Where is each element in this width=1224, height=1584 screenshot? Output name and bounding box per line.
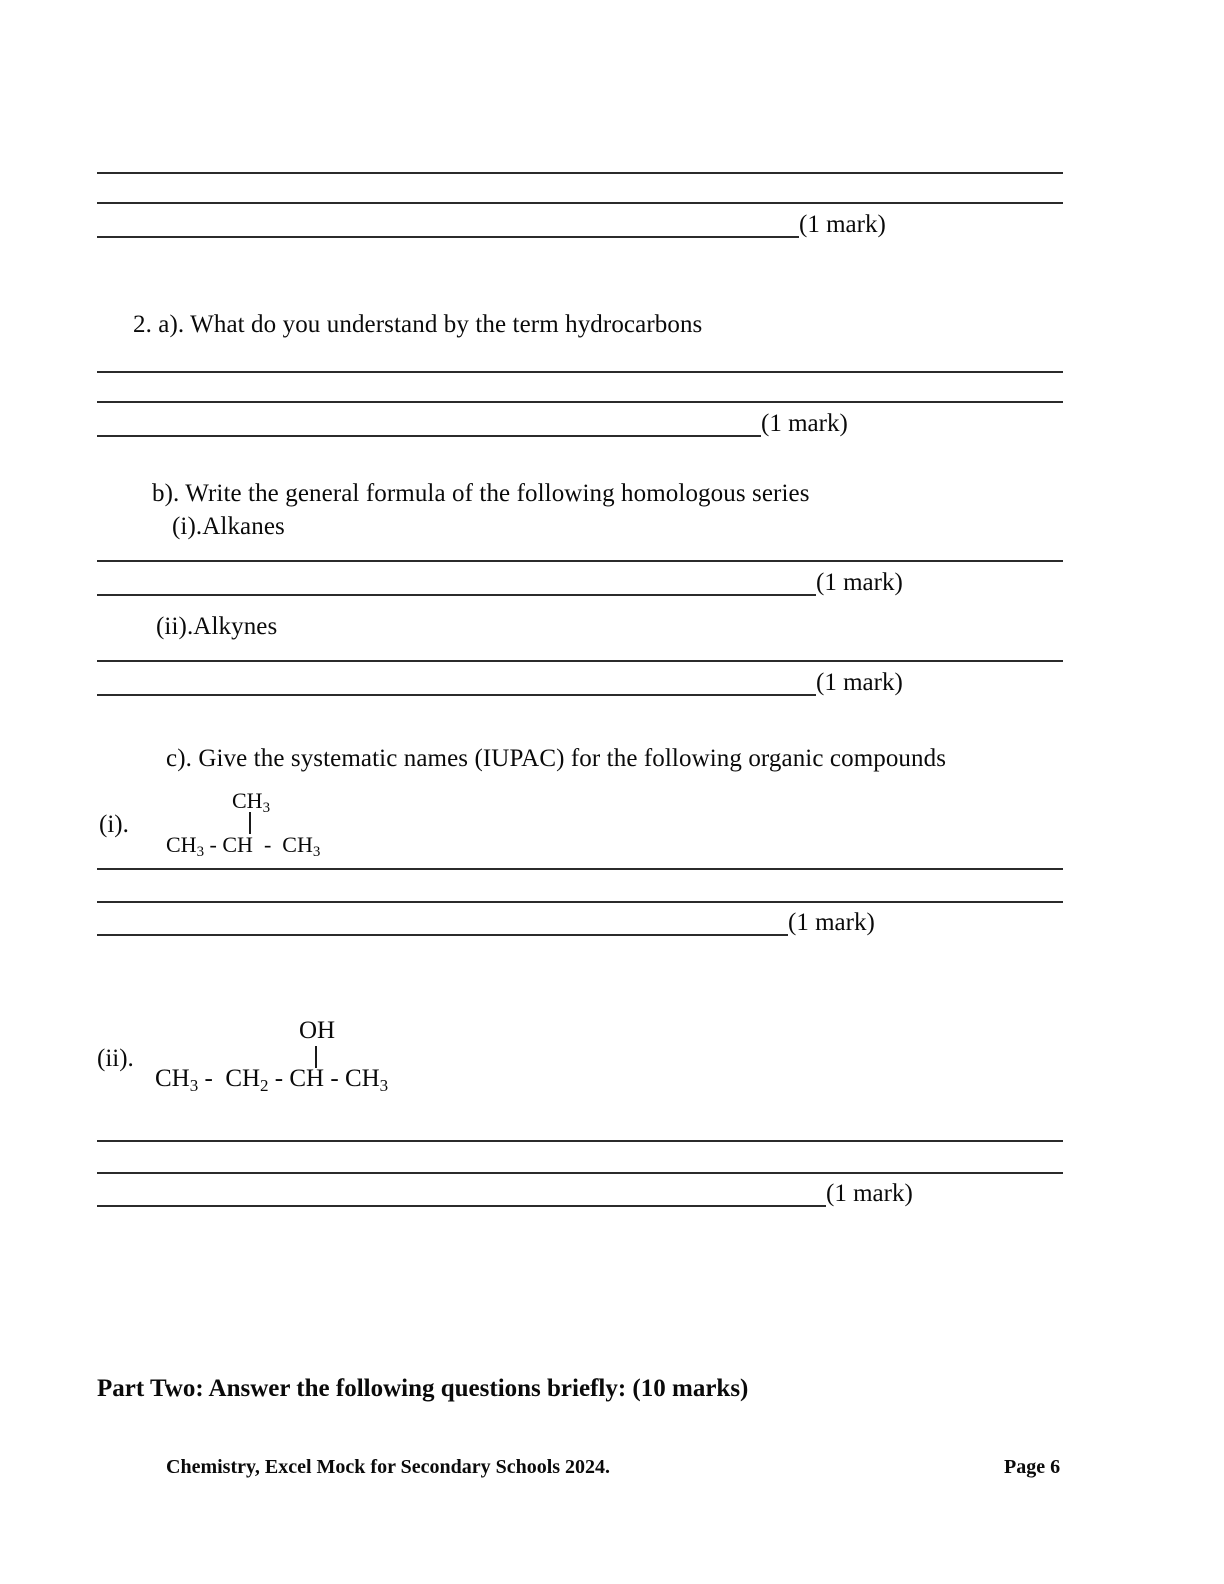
mark-label: (1 mark) bbox=[816, 569, 903, 596]
mark-label-group bbox=[788, 910, 875, 935]
chain-group-sub: 3 bbox=[379, 1075, 389, 1095]
mark-label: (1 mark) bbox=[788, 909, 875, 936]
chain-bond: - bbox=[330, 1065, 339, 1092]
compound-i-branch-sub: 3 bbox=[262, 800, 271, 817]
mark-label-group bbox=[816, 670, 903, 695]
mark-label-group bbox=[816, 570, 903, 595]
mark-label: (1 mark) bbox=[799, 211, 886, 238]
chain-group: CH bbox=[155, 1065, 190, 1092]
chain-group: CH bbox=[225, 1065, 261, 1092]
mark-label: (1 mark) bbox=[826, 1180, 913, 1207]
compound-ii-branch bbox=[299, 1018, 335, 1051]
compound-ii-chain bbox=[155, 1066, 388, 1099]
compound-ii-label: (ii). bbox=[97, 1045, 134, 1072]
answer-rule bbox=[97, 694, 816, 696]
answer-rule bbox=[97, 1140, 1063, 1142]
chain-bond: - bbox=[204, 1065, 213, 1092]
chain-group: CH bbox=[344, 1065, 380, 1092]
compound-i-bond bbox=[249, 812, 251, 834]
question-2a-text: 2. a). What do you understand by the term hydrocarbons bbox=[133, 311, 703, 338]
answer-rule bbox=[97, 901, 1063, 903]
question-2c-text: c). Give the systematic names (IUPAC) for the following organic compounds bbox=[166, 745, 947, 772]
answer-rule bbox=[97, 401, 1063, 403]
question-2b-text: b). Write the general formula of the following homologous series bbox=[152, 480, 810, 507]
mark-label-group bbox=[799, 212, 886, 237]
question-2b-item-alkynes: (ii).Alkynes bbox=[156, 613, 278, 640]
footer-left-text: Chemistry, Excel Mock for Secondary Schools 2024. bbox=[166, 1456, 611, 1478]
answer-rule bbox=[97, 1205, 826, 1207]
answer-rule bbox=[97, 594, 816, 596]
answer-rule bbox=[97, 934, 788, 936]
answer-rule bbox=[97, 868, 1063, 870]
chain-bond: - bbox=[274, 1065, 284, 1092]
chain-group-sub: 3 bbox=[312, 844, 321, 861]
answer-rule bbox=[97, 202, 1063, 204]
chain-bond: - bbox=[263, 832, 272, 857]
chain-bond: - bbox=[209, 832, 217, 857]
mark-label-group bbox=[761, 411, 848, 436]
mark-label: (1 mark) bbox=[816, 669, 903, 696]
answer-rule bbox=[97, 660, 1063, 662]
part-two-heading: Part Two: Answer the following questions briefly: (10 marks) bbox=[97, 1375, 749, 1402]
answer-rule bbox=[97, 172, 1063, 174]
chain-group: CH bbox=[289, 1065, 325, 1092]
chain-group: CH bbox=[166, 832, 197, 857]
chain-group-sub: 3 bbox=[189, 1075, 199, 1095]
answer-rule bbox=[97, 371, 1063, 373]
answer-rule bbox=[97, 560, 1063, 562]
mark-label-group bbox=[826, 1181, 913, 1206]
chain-group: CH bbox=[222, 832, 253, 857]
answer-rule bbox=[97, 435, 761, 437]
chain-group-sub: 2 bbox=[260, 1075, 269, 1095]
compound-i-branch bbox=[232, 788, 270, 821]
compound-ii-branch-main: OH bbox=[299, 1017, 336, 1044]
compound-i-label: (i). bbox=[99, 811, 129, 838]
compound-i-chain bbox=[166, 832, 320, 865]
question-2b-item-alkanes: (i).Alkanes bbox=[172, 513, 285, 540]
compound-i-branch-main: CH bbox=[232, 788, 263, 813]
mark-label: (1 mark) bbox=[761, 410, 848, 437]
answer-rule bbox=[97, 1172, 1063, 1174]
chain-group: CH bbox=[282, 832, 313, 857]
answer-rule bbox=[97, 236, 799, 238]
footer-page-number: Page 6 bbox=[1004, 1456, 1061, 1478]
chain-group-sub: 3 bbox=[196, 844, 205, 861]
